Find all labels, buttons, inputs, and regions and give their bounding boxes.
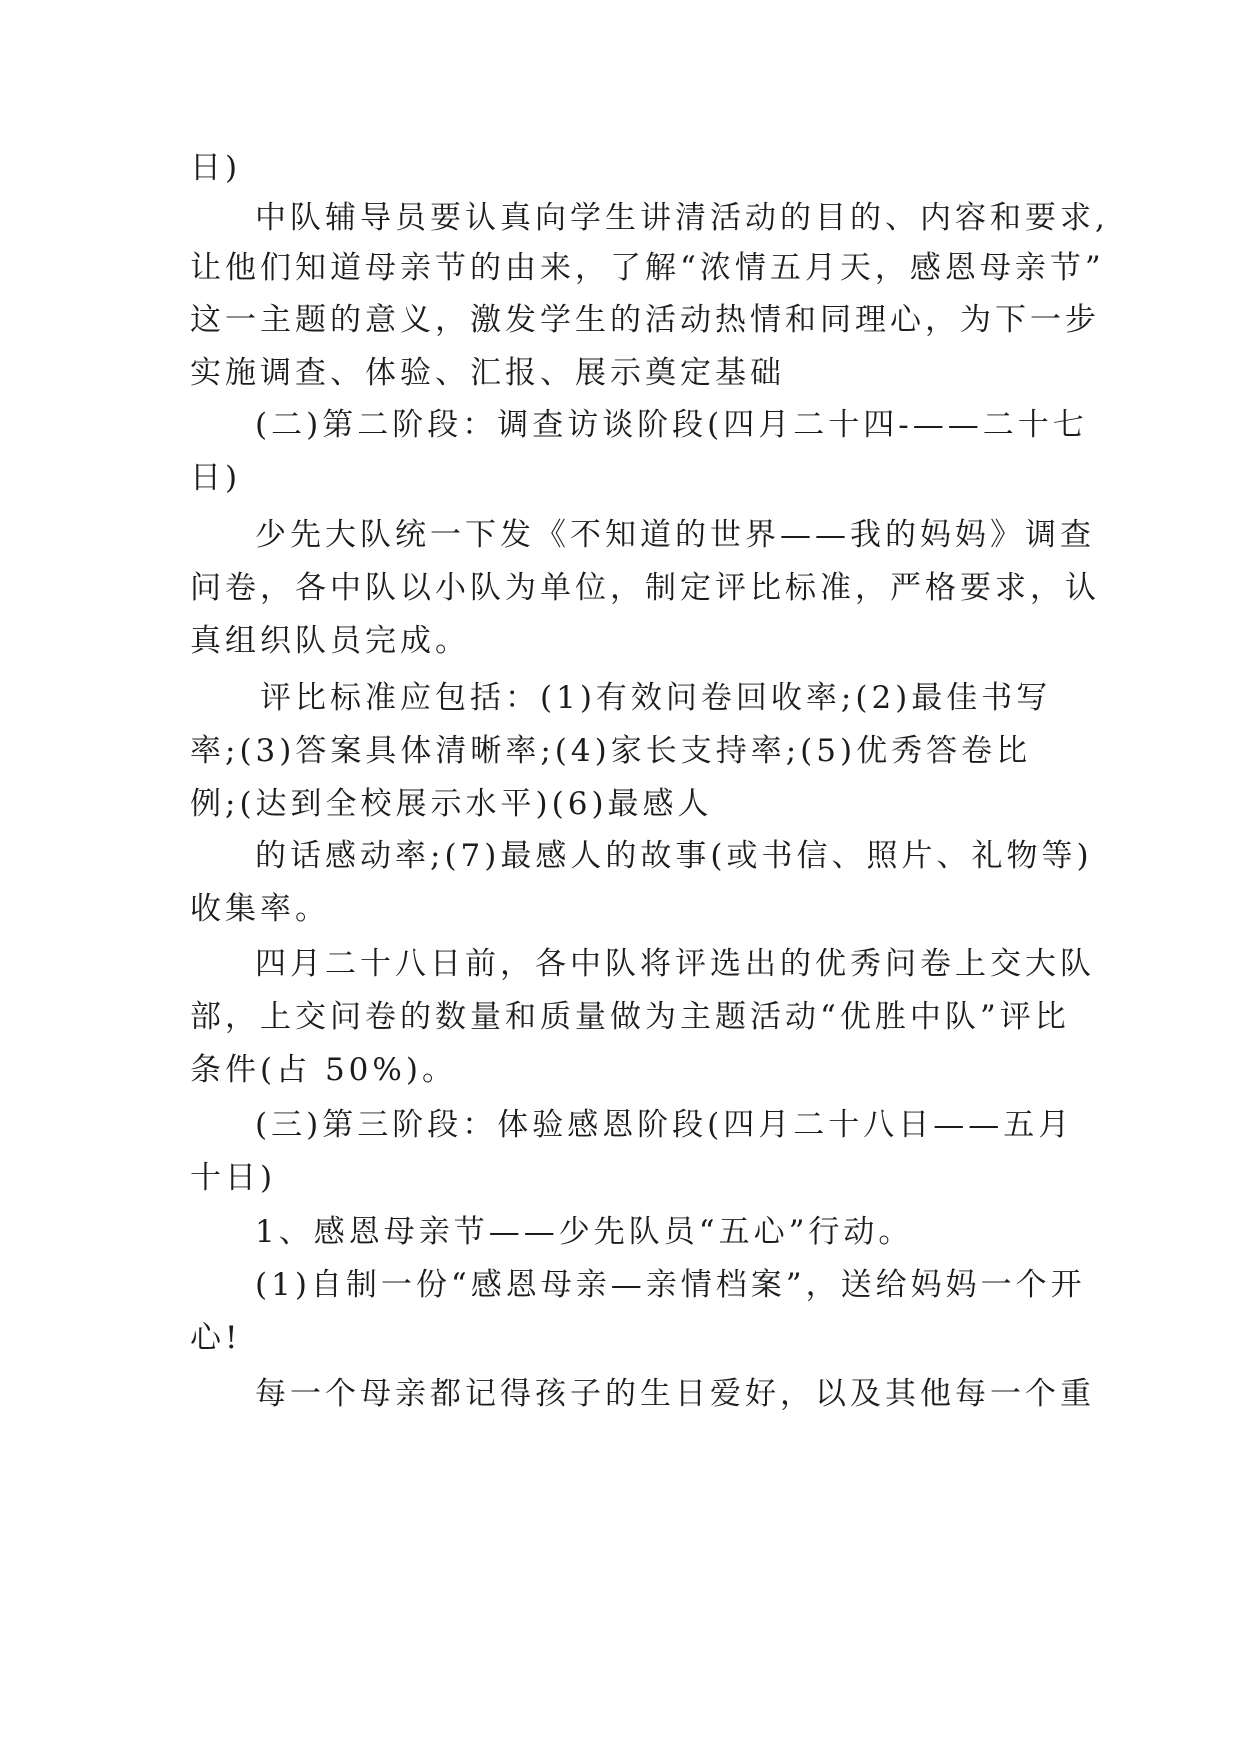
text-line: 率;(3)答案具体清晰率;(4)家长支持率;(5)优秀答卷比 xyxy=(190,733,1032,769)
text-line: 每一个母亲都记得孩子的生日爱好，以及其他每一个重 xyxy=(255,1376,1095,1412)
section-heading: (三)第三阶段：体验感恩阶段(四月二十八日——五月 xyxy=(255,1107,1074,1143)
text-line: 1、感恩母亲节——少先队员“五心”行动。 xyxy=(255,1214,914,1250)
text-line: 十日) xyxy=(190,1160,277,1196)
text-line: 收集率。 xyxy=(190,891,330,927)
text-line: 日) xyxy=(190,150,242,186)
text-line: 让他们知道母亲节的由来，了解“浓情五月天，感恩母亲节” xyxy=(190,250,1105,286)
text-line: 评比标准应包括：(1)有效问卷回收率;(2)最佳书写 xyxy=(260,680,1052,716)
text-line: 实施调查、体验、汇报、展示奠定基础 xyxy=(190,355,785,391)
text-line: 条件(占 50%)。 xyxy=(190,1052,457,1088)
text-line: 的话感动率;(7)最感人的故事(或书信、照片、礼物等) xyxy=(255,838,1093,874)
text-line: 真组织队员完成。 xyxy=(190,623,470,659)
text-line: 日) xyxy=(190,460,242,496)
section-heading: (二)第二阶段：调查访谈阶段(四月二十四-——二十七 xyxy=(255,407,1088,443)
text-line: 中队辅导员要认真向学生讲清活动的目的、内容和要求, xyxy=(255,200,1109,236)
text-line: 问卷，各中队以小队为单位，制定评比标准，严格要求，认 xyxy=(190,570,1100,606)
text-line: 这一主题的意义，激发学生的活动热情和同理心，为下一步 xyxy=(190,302,1100,338)
text-line: 少先大队统一下发《不知道的世界——我的妈妈》调查 xyxy=(255,517,1095,553)
text-line: 例;(达到全校展示水平)(6)最感人 xyxy=(190,786,713,822)
text-line: 部，上交问卷的数量和质量做为主题活动“优胜中队”评比 xyxy=(190,999,1070,1035)
text-line: 心! xyxy=(190,1320,242,1356)
text-line: (1)自制一份“感恩母亲—亲情档案”，送给妈妈一个开 xyxy=(255,1267,1086,1303)
text-line: 四月二十八日前，各中队将评选出的优秀问卷上交大队 xyxy=(255,946,1095,982)
